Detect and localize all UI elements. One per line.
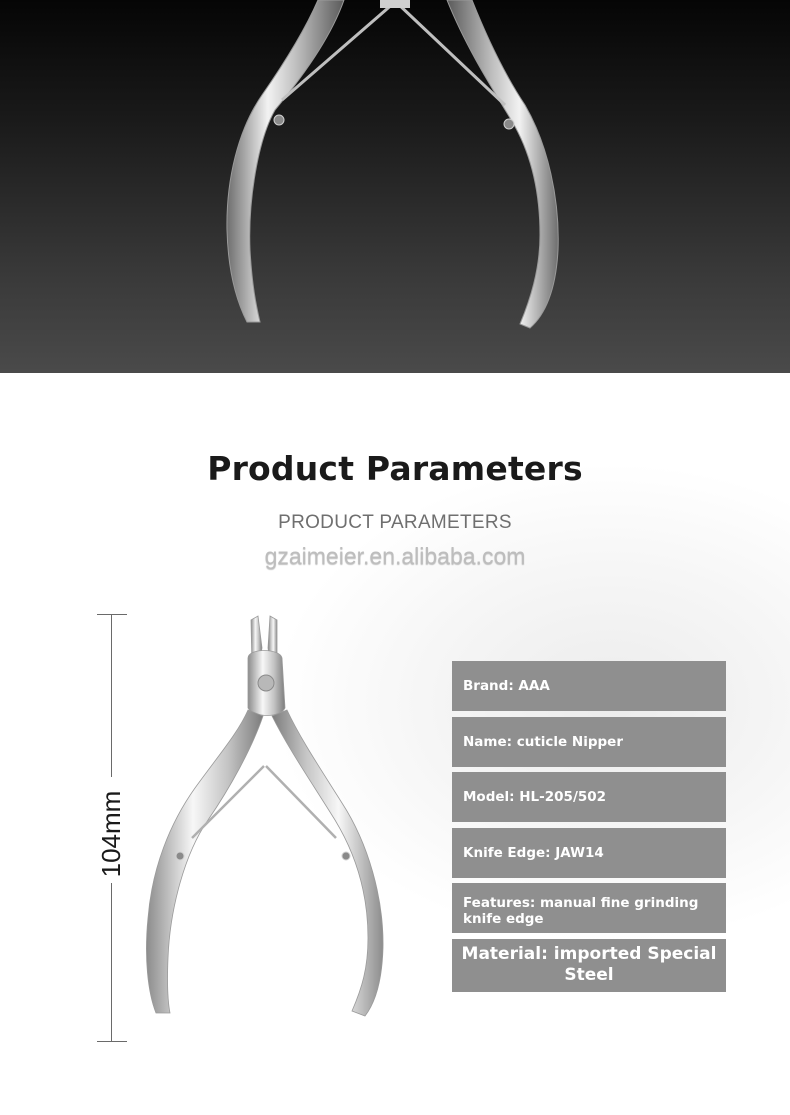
dimension-ruler-top-tick — [97, 614, 127, 615]
nipper-closeup-image — [0, 0, 790, 373]
dimension-ruler-bottom-tick — [97, 1041, 127, 1042]
store-watermark: gzaimeier.en.alibaba.com — [264, 543, 526, 569]
hero-banner — [0, 0, 790, 373]
spec-list — [452, 661, 726, 998]
spec-knife-edge: Knife Edge: JAW14 — [452, 828, 726, 878]
product-parameters-section — [0, 373, 790, 1115]
spec-material: Material: imported Special Steel — [452, 939, 726, 992]
cuticle-nipper-image — [130, 608, 400, 1048]
spec-model: Model: HL-205/502 — [452, 772, 726, 822]
section-title: Product Parameters — [207, 449, 583, 488]
spec-brand: Brand: AAA — [452, 661, 726, 711]
spec-name: Name: cuticle Nipper — [452, 717, 726, 767]
spec-features: Features: manual fine grinding knife edge — [452, 883, 726, 933]
dimension-label: 104mm — [96, 790, 126, 878]
section-subtitle: PRODUCT PARAMETERS — [278, 512, 512, 533]
